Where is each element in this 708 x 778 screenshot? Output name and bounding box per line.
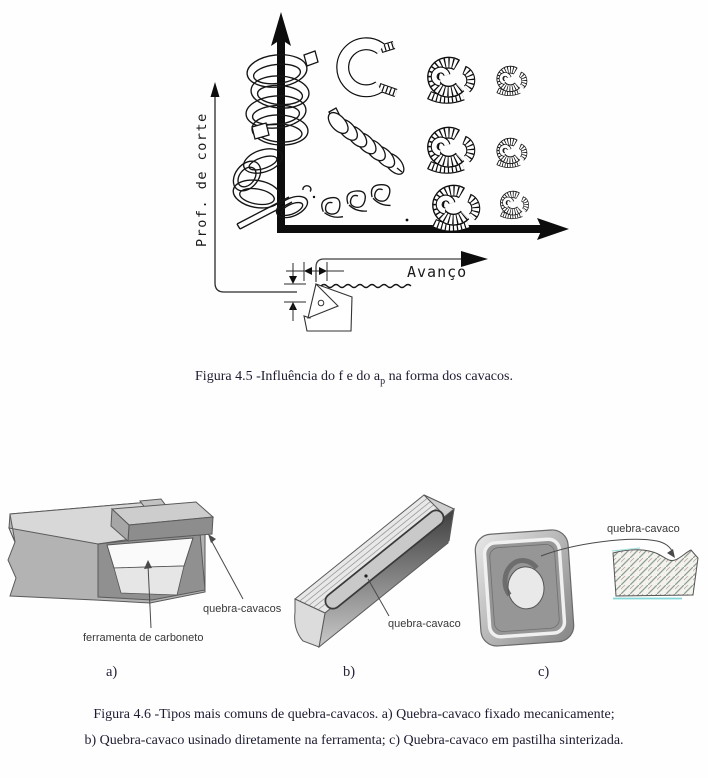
indexable-insert [474, 529, 575, 647]
caption-subscript: p [380, 375, 386, 387]
figure-4-6-illustrations [0, 470, 708, 702]
panel-c-sintered-insert [474, 523, 698, 680]
chipbreaker-annotation: quebra-cavaco [388, 618, 461, 630]
corkscrew-chips [321, 184, 408, 221]
tool-insert-sketch [304, 284, 411, 331]
figure-4-6-caption-line-1: Figura 4.6 -Tipos mais comuns de quebra-cavacos. a) Quebra-cavaco fixado mecanicamente; [93, 707, 615, 722]
panel-a-mechanical-chipbreaker [8, 499, 282, 680]
chipbreaker-annotation: quebra-cavacos [203, 603, 282, 615]
leader-line-chipbreaker [208, 534, 243, 599]
cross-section-profile [612, 548, 698, 599]
arc-chip [429, 63, 471, 100]
figure-4-5-diagram [0, 0, 708, 360]
figure-4-5-caption [0, 367, 708, 392]
arc-chip [429, 133, 471, 170]
carbide-tool-annotation: ferramenta de carboneto [83, 632, 204, 644]
arc-chip [498, 142, 525, 165]
machined-surface-wavy-line [321, 285, 411, 288]
helical-chip [325, 108, 408, 178]
figure-4-6-caption-line-2: b) Quebra-cavaco usinado diretamente na ferramenta; c) Quebra-cavaco em pastilha sinterizada. [84, 733, 624, 748]
arc-chip [434, 191, 476, 228]
caption-text: na forma dos cavacos. [385, 369, 513, 384]
x-axis-label: Avanço [407, 263, 468, 281]
chipbreaker-annotation: quebra-cavaco [607, 523, 680, 535]
washer-chip [343, 44, 396, 93]
x-axis [277, 218, 569, 240]
arc-chip [501, 194, 526, 216]
panel-a-tag: a) [106, 664, 118, 680]
y-axis-arrow-icon [271, 12, 291, 46]
y-axis-label: Prof. de corte [194, 112, 210, 247]
snarl-chip [228, 144, 315, 229]
arc-chip [498, 70, 525, 93]
panel-c-tag: c) [538, 664, 550, 680]
panel-b-ground-chipbreaker [295, 495, 461, 680]
panel-b-tag: b) [343, 664, 356, 680]
caption-text: Figura 4.5 -Influência do f e do a [195, 369, 381, 384]
depth-axis-arrow-icon [211, 82, 220, 97]
